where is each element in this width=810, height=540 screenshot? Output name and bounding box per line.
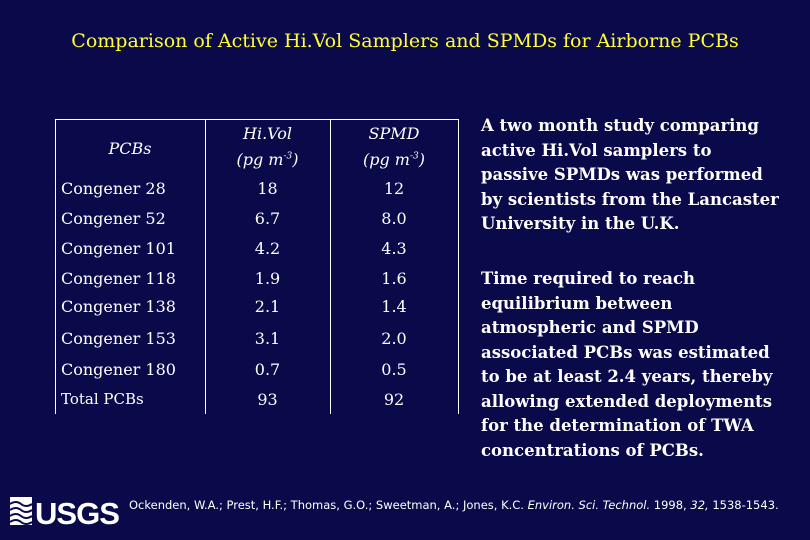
table-left-border	[55, 119, 56, 414]
citation-volume: 32,	[690, 498, 709, 512]
row-hivol: 18	[257, 179, 278, 198]
header-spmd: SPMD	[368, 124, 420, 143]
row-spmd: 1.4	[381, 297, 407, 316]
citation-authors: Ockenden, W.A.; Prest, H.F.; Thomas, G.O.; Sweetman, A.; Jones, K.C.	[129, 498, 524, 512]
comparison-table	[55, 119, 459, 414]
equilibrium-note: Time required to reach equilibrium between atmospheric and SPMD associated PCBs was estimated to be at least 2.4 years, thereby allowing extended deployments for the determination of TWA concentrations of PCBs.	[481, 269, 773, 460]
row-spmd: 0.5	[381, 360, 407, 379]
row-name: Congener 28	[61, 179, 166, 198]
header-spmd-unit: (pg $m^{-3}$)	[362, 150, 425, 169]
usgs-logo-icon	[10, 494, 120, 528]
row-name: Congener 153	[61, 329, 176, 348]
row-hivol: 4.2	[254, 239, 281, 258]
row-spmd: 2.0	[381, 329, 407, 348]
table-top-border	[55, 119, 459, 120]
header-hivol: Hi.Vol	[243, 124, 292, 143]
row-name: Total PCBs	[61, 390, 144, 408]
row-hivol: 6.7	[254, 209, 281, 228]
row-hivol: 2.1	[254, 297, 281, 316]
row-spmd: 4.3	[381, 239, 407, 258]
row-spmd: 8.0	[381, 209, 407, 228]
usgs-logo	[10, 494, 120, 532]
table-right-border	[458, 119, 459, 414]
citation-pages: 1538-1543.	[712, 498, 779, 512]
citation-journal: Environ. Sci. Technol.	[527, 498, 651, 512]
slide-title: Comparison of Active Hi.Vol Samplers and SPMDs for Airborne PCBs	[71, 30, 739, 52]
header-hivol-unit: (pg $m^{-3}$)	[236, 150, 299, 169]
row-name: Congener 138	[61, 297, 176, 316]
row-hivol: 93	[257, 390, 278, 409]
row-hivol: 0.7	[254, 360, 281, 379]
citation-year: 1998,	[653, 498, 687, 512]
row-name: Congener 180	[61, 360, 176, 379]
citation	[129, 497, 779, 514]
row-spmd: 1.6	[381, 269, 407, 288]
row-spmd: 92	[383, 390, 405, 409]
row-hivol: 3.1	[254, 329, 281, 348]
header-pcbs: PCBs	[108, 139, 152, 158]
row-name: Congener 52	[61, 209, 166, 228]
row-hivol: 1.9	[254, 269, 281, 288]
row-spmd: 12	[383, 179, 405, 198]
svg-text:USGS: USGS	[35, 496, 120, 528]
study-description: A two month study comparing active Hi.Vol samplers to passive SPMDs was performed by scientists from the Lancaster University in the U.K.	[481, 116, 779, 233]
row-name: Congener 101	[61, 239, 176, 258]
row-name: Congener 118	[61, 269, 176, 288]
